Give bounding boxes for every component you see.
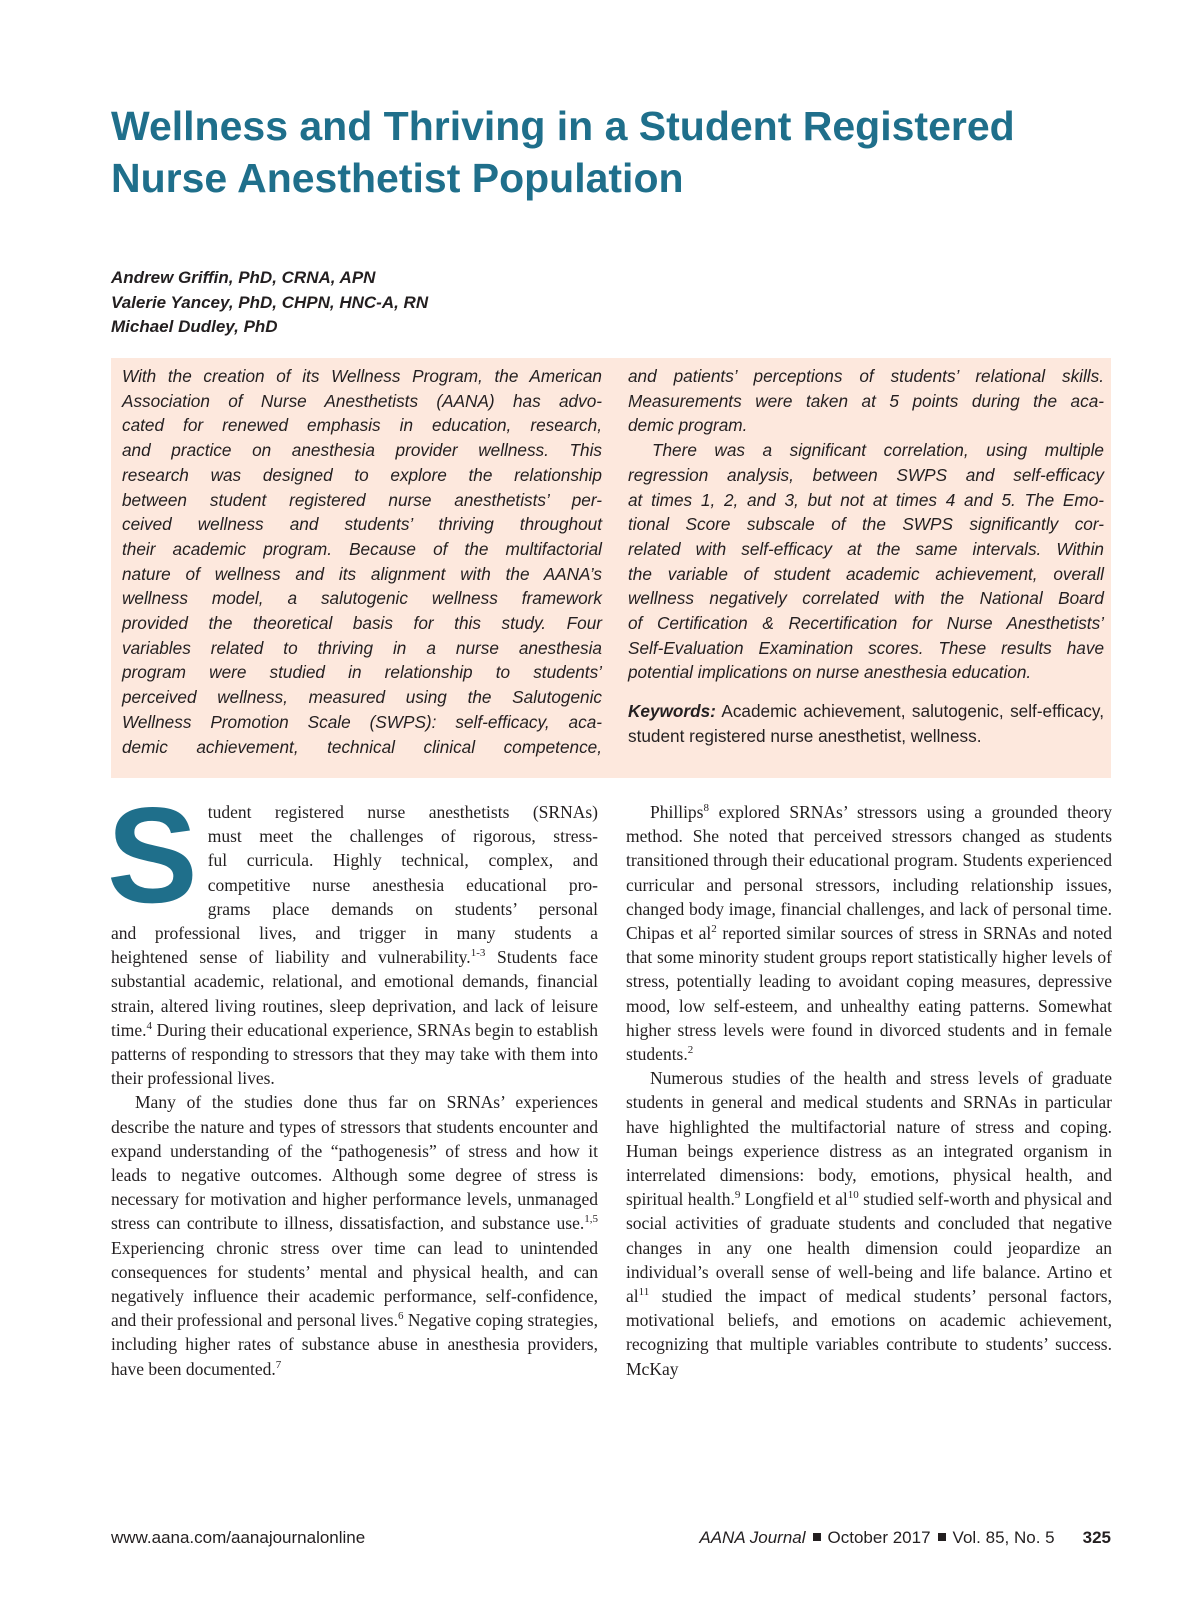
abstract-line: program were studied in relationship to students’	[122, 662, 602, 683]
abstract-paragraph-1	[122, 364, 602, 759]
abstract-line: between student registered nurse anesthetists’ per-	[122, 489, 602, 510]
citation: 7	[275, 1358, 282, 1371]
body-line: ful curricula. Highly technical, complex, and	[207, 850, 598, 871]
page-number: 325	[1082, 1528, 1111, 1547]
author-list	[111, 266, 711, 340]
body-text: Students face substantial academic, relational, and emotional demands, financial strain, altered living routines, sleep deprivation, and lack of leisure time.	[111, 947, 598, 1040]
body-text: Many of the studies done thus far on SRNAs’ experiences describe the nature and types of stressors that students encounter and expand understanding of the “pathogenesis” of stress and how it leads to negative outcomes. Although some degree of stress is necessary for motivation and higher performance levels, unmanaged stress can contribute to illness, dissatisfaction, and substance use.	[111, 1092, 598, 1234]
body-text: Negative coping strategies, including higher rates of substance abuse in anesthesia providers, have been documented.	[111, 1310, 598, 1379]
body-text: explored SRNAs’ stressors using a grounded theory method. She noted that perceived stressors changed as students transitioned through their educational program. Students experienced curricular and personal stressors, including relationship issues, changed body image, financial challenges, and lack of personal time. Chipas et al	[626, 802, 1112, 944]
abstract-line: potential implications on nurse anesthesia education.	[628, 662, 1032, 683]
body-text: studied the impact of medical students’ personal factors, motivational beliefs, and emotions on academic achievement, recognizing that multiple variables contribute to students’ success. McKay	[626, 1286, 1112, 1379]
abstract-line: related with self-efficacy at the same intervals. Within	[628, 538, 1104, 559]
abstract-line: and practice on anesthesia provider wellness. This	[122, 440, 602, 461]
body-column-left	[107, 779, 598, 1381]
abstract-line: With the creation of its Wellness Program, the American	[122, 366, 602, 386]
abstract-line: Measurements were taken at 5 points during the aca-	[628, 390, 1104, 411]
citation: 2	[711, 923, 717, 936]
keywords	[628, 699, 1104, 748]
body-text: During their educational experience, SRNAs begin to establish patterns of responding to stressors that they may take with them into their professional lives.	[111, 1019, 598, 1089]
body-text: reported similar sources of stress in SRNAs and noted that some minority student groups report statistically higher levels of stress, potentially leading to avoidant coping measures, depressive mood, low self-esteem, and unhealthy eating patterns. Somewhat higher stress levels were found in divorced students and in female students.	[626, 923, 1113, 1065]
abstract-line: of Certification & Recertification for Nurse Anesthetists’	[628, 613, 1104, 634]
abstract-line: Self-Evaluation Examination scores. These results have	[628, 637, 1104, 658]
abstract-line: There was a significant correlation, using multiple	[652, 440, 1104, 461]
title-line-1: Wellness and Thriving in a Student Registered	[111, 103, 1015, 149]
abstract-line: and patients’ perceptions of students’ relational skills.	[628, 366, 1104, 386]
keywords-label: Keywords:	[628, 701, 716, 722]
abstract-line: tional Score subscale of the SWPS significantly cor-	[628, 514, 1104, 535]
square-bullet-icon	[813, 1533, 821, 1541]
author-3: Michael Dudley, PhD	[111, 317, 278, 336]
author-2: Valerie Yancey, PhD, CHPN, HNC-A, RN	[111, 292, 429, 312]
page-footer	[111, 1528, 1111, 1552]
body-paragraph	[626, 800, 1112, 1066]
abstract-line: their academic program. Because of the multifactorial	[122, 538, 602, 559]
body-text: Numerous studies of the health and stress levels of graduate students in general and medical students and SRNAs in particular have highlighted the multifactorial nature of stress and coping. Human beings experience distress as an integrated organism in interrelated dimensions: body, emotions, physical health, and spiritual health.	[626, 1068, 1112, 1210]
abstract-line: variables related to thriving in a nurse anesthesia	[122, 637, 602, 658]
citation: 1,5	[584, 1213, 598, 1226]
abstract-line: demic program.	[628, 415, 748, 436]
body-text: Phillips	[650, 802, 704, 822]
abstract-line: research was designed to explore the relationship	[122, 464, 602, 485]
author-1: Andrew Griffin, PhD, CRNA, APN	[111, 268, 376, 287]
abstract-paragraph-2	[628, 364, 1104, 438]
abstract-line: provided the theoretical basis for this study. Four	[122, 613, 602, 634]
title-line-2: Nurse Anesthetist Population	[111, 155, 684, 201]
citation: 8	[703, 802, 709, 814]
body-line: and professional lives, and trigger in many students a	[111, 923, 598, 944]
abstract-line: ceived wellness and students’ thriving throughout	[122, 514, 602, 535]
abstract-line: cated for renewed emphasis in education, research,	[122, 415, 602, 436]
body-line: tudent registered nurse anesthetists (SRNAs)	[207, 802, 598, 822]
citation: 6	[397, 1310, 404, 1323]
abstract-line: perceived wellness, measured using the Salutogenic	[122, 687, 602, 708]
body-line: must meet the challenges of rigorous, stress-	[207, 826, 598, 847]
body-paragraph	[107, 779, 598, 1090]
citation: 2	[687, 1044, 694, 1057]
abstract-box	[111, 358, 1111, 778]
body-text: studied self-worth and physical and social activities of graduate students and concluded that negative changes in any one health dimension could jeopardize an individual’s overall sense of well-being and life balance. Artino et al	[626, 1189, 1112, 1307]
abstract-line: nature of wellness and its alignment with the AANA’s	[122, 563, 602, 584]
abstract-line: wellness model, a salutogenic wellness framework	[122, 588, 602, 609]
abstract-line: Association of Nurse Anesthetists (AANA) has advo-	[122, 390, 602, 411]
abstract-line: Wellness Promotion Scale (SWPS): self-efficacy, aca-	[122, 711, 602, 732]
body-paragraph	[111, 1090, 598, 1380]
abstract-line: at times 1, 2, and 3, but not at times 4 and 5. The Emo-	[628, 489, 1104, 510]
citation: 11	[638, 1286, 650, 1299]
citation: 1-3	[470, 947, 486, 960]
abstract-paragraph-3	[628, 438, 1104, 685]
body-column-right	[626, 800, 1112, 1381]
abstract-column-right	[628, 364, 1104, 749]
abstract-line: wellness negatively correlated with the National Board	[628, 588, 1104, 609]
journal-name: AANA Journal	[699, 1528, 806, 1547]
citation: 10	[847, 1189, 859, 1202]
abstract-line: regression analysis, between SWPS and self-efficacy	[628, 464, 1104, 485]
keywords-text: Academic achievement, salutogenic, self-efficacy, student registered nurse anesthetist, wellness.	[628, 701, 1104, 746]
abstract-line: demic achievement, technical clinical competence,	[122, 736, 602, 757]
article-title	[111, 100, 1101, 204]
citation: 9	[734, 1189, 741, 1202]
issue-date: October 2017	[827, 1528, 931, 1547]
volume-issue: Vol. 85, No. 5	[952, 1528, 1055, 1547]
body-text: Experiencing chronic stress over time can lead to unintended consequences for students’ mental and physical health, and can negatively influence their academic performance, self-confidence, and their professional and personal lives.	[111, 1237, 598, 1331]
body-line: grams place demands on students’ personal	[207, 898, 598, 919]
abstract-column-left	[122, 364, 602, 759]
journal-url[interactable]: www.aana.com/aanajournalonline	[111, 1528, 366, 1547]
citation: 4	[146, 1019, 152, 1032]
drop-cap: S	[107, 779, 198, 931]
abstract-line: the variable of student academic achievement, overall	[628, 563, 1104, 584]
body-line: competitive nurse anesthesia educational pro-	[207, 874, 598, 895]
square-bullet-icon	[938, 1533, 946, 1541]
journal-info	[699, 1528, 1111, 1548]
body-paragraph	[626, 1066, 1112, 1381]
body-text: Longfield et al	[740, 1189, 848, 1210]
body-text: heightened sense of liability and vulnerability.	[111, 947, 471, 968]
